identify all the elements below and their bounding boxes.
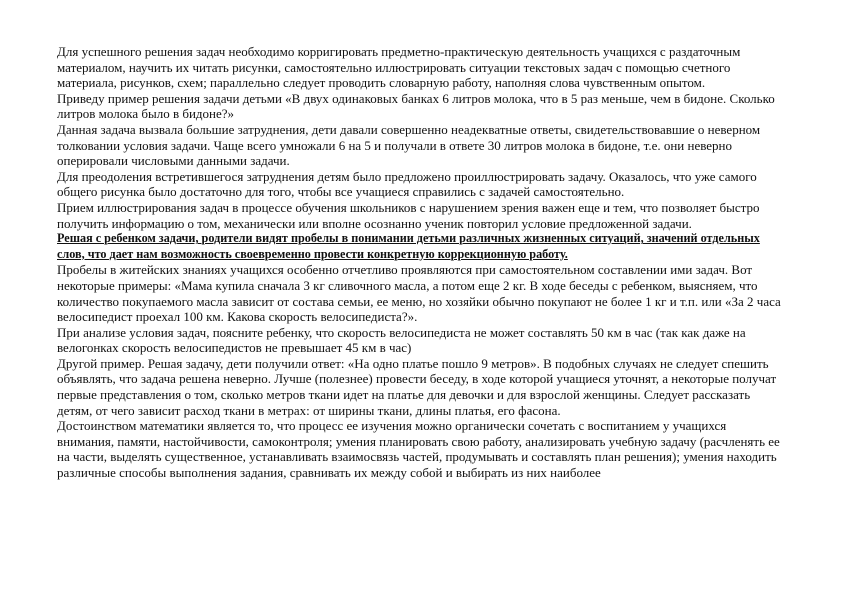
paragraph-8: При анализе условия задач, поясните ребенку, что скорость велосипедиста не может составлять 50 км в час (так как даже на велогонках скорость велосипедистов не превышает 45 км в час) xyxy=(57,324,746,356)
paragraph-10: Достоинством математики является то, что процесс ее изучения можно органически сочетать с воспитанием у учащихся внимания, памяти, настойчивости, самоконтроля; умения планировать свою работу, анализировать учебную задачу (расчленять ее на части, выделять существенное, устанавливать взаимосвязь частей, продумывать и составлять план решения); умения находить различные способы выполнения задания, сравнивать их между собой и выбирать из них наиболее xyxy=(57,418,780,481)
paragraph-9: Другой пример. Решая задачу, дети получили ответ: «На одно платье пошло 9 метров». В подобных случаях не следует спешить объявлять, что задача решена неверно. Лучше (полезнее) провести беседу, в ходе которой учащиеся уточнят, а некоторые получат первые представления о том, сколько метров ткани идет на платье для девочки и для взрослой женщины. Следует рассказать детям, от чего зависит расход ткани в метрах: от ширины ткани, длины платья, его фасона. xyxy=(57,355,777,418)
paragraph-4: Для преодоления встретившегося затруднения детям было предложено проиллюстрировать задачу. Оказалось, что уже самого общего рисунка было достаточно для того, чтобы все учащиеся справились с задачей самостоятельно. xyxy=(57,168,757,200)
paragraph-7: Пробелы в житейских знаниях учащихся особенно отчетливо проявляются при самостоятельном составлении ими задач. Вот некоторые примеры: «Мама купила сначала 3 кг сливочного масла, а потом еще 2 кг. В ходе беседы с ребенком, выясняем, что количество покупаемого масла зависит от состава семьи, ее меню, но хозяйки обычно покупают не более 1 кг и т.п. или «За 2 часа велосипедист проехал 100 км. Какова скорость велосипедиста?». xyxy=(57,262,781,325)
paragraph-3: Данная задача вызвала большие затруднения, дети давали совершенно неадекватные ответы, свидетельствовавшие о неверном толковании условия задачи. Чаще всего умножали 6 на 5 и получали в ответе 30 литров молока в бидоне, т.е. они неверно оперировали числовыми данными задачи. xyxy=(57,121,761,169)
paragraph-5: Прием иллюстрирования задач в процессе обучения школьников с нарушением зрения важен еще и тем, что позволяет быстро получить информацию о том, механически или вполне осознанно ученик повторил условие предложенной задачи. xyxy=(57,199,760,231)
paragraph-1: Для успешного решения задач необходимо корригировать предметно-практическую деятельность учащихся с раздаточным материалом, научить их читать рисунки, самостоятельно иллюстрировать ситуации текстовых задач с помощью счетного материала, рисунков, схем; параллельно следует проводить словарную работу, наполняя слова чувственным опытом. xyxy=(57,44,741,91)
paragraph-2: Приведу пример решения задачи детьми «В двух одинаковых банках 6 литров молока, что в 5 раз меньше, чем в бидоне. Сколько литров молока было в бидоне?» xyxy=(57,90,775,122)
paragraph-6-emphasized: Решая с ребенком задачи, родители видят пробелы в понимании детьми различных жизненных ситуаций, значений отдельных слов, что дает нам возможность своевременно провести конкретную коррекционную работу. xyxy=(57,231,760,261)
document-page xyxy=(57,44,785,481)
